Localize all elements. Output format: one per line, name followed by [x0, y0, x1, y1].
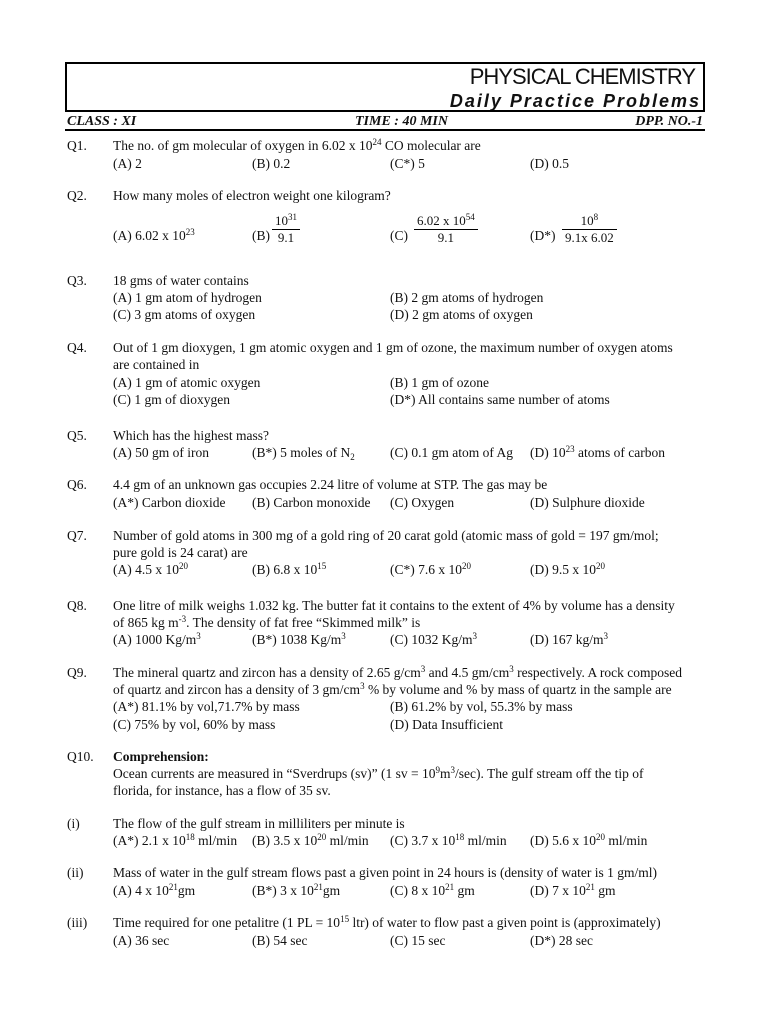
option-b: (B*) 3 x $10^{21}gm$: [252, 882, 341, 898]
option-a: (A) 1 gm atom of hydrogen: [113, 290, 262, 305]
option-a: (A) 1 gm of atomic oxygen: [113, 375, 261, 390]
passage-line-2: florida, for instance, has a flow of 35 sv.: [113, 783, 331, 798]
option-c: (C) 0.1 gm atom of Ag: [390, 445, 513, 460]
option-b-fraction: $\frac{10^{31}}{9.1}$: [272, 213, 300, 246]
option-c-fraction: $\frac{6.02 x 10^{54}}{9.1}$: [414, 213, 478, 246]
option-c: (C) 1 gm of dioxygen: [113, 392, 230, 407]
class-info-bar: [65, 110, 705, 131]
question-text: How many moles of electron weight one kilogram?: [113, 188, 391, 203]
option-a: (A) 1000 $Kg/m^3$: [113, 631, 201, 647]
question-number: Q4.: [67, 340, 87, 355]
question-text: Which has the highest mass?: [113, 428, 269, 443]
question-text-cont: of 865 kg $m^{-3}$. The density of fat free “Skimmed milk” is: [113, 614, 421, 630]
option-c: (C) 15 sec: [390, 933, 446, 948]
option-c: (C) 8 x $10^{21}$ gm: [390, 882, 475, 898]
option-c: (C) 1032 $Kg/m^3$: [390, 631, 477, 647]
question-text: 18 gms of water contains: [113, 273, 249, 288]
header-subtitle: Daily Practice Problems: [449, 91, 701, 111]
option-a: (A) 50 gm of iron: [113, 445, 209, 460]
option-b-label: (B): [252, 228, 270, 243]
option-b: (B) 2 gm atoms of hydrogen: [390, 290, 544, 305]
question-number: (iii): [67, 915, 88, 930]
class-label: CLASS : XI: [67, 114, 137, 129]
option-d-fraction: $\frac{10^8}{9.1x 6.02}$: [562, 213, 617, 246]
option-b: (B*) 1038 $Kg/m^3$: [252, 631, 346, 647]
question-text: The mineral quartz and zircon has a density of 2.65 $g/cm^3$ and 4.5 $gm/cm^3$ respectively. A rock composed: [113, 664, 682, 680]
option-d: (D) 2 gm atoms of oxygen: [390, 307, 533, 322]
option-a: (A) 4.5 x $10^{20}$: [113, 561, 188, 577]
option-a: (A) 36 sec: [113, 933, 170, 948]
option-b: (B) 1 gm of ozone: [390, 375, 489, 390]
question-text: 4.4 gm of an unknown gas occupies 2.24 litre of volume at STP. The gas may be: [113, 477, 548, 492]
question-number: Q9.: [67, 665, 87, 680]
time-label: TIME : 40 MIN: [355, 114, 448, 129]
option-b: (B) Carbon monoxide: [252, 495, 371, 510]
question-text-cont: pure gold is 24 carat) are: [113, 545, 248, 560]
option-d: (D) Data Insufficient: [390, 717, 503, 732]
option-a: (A) 2: [113, 156, 142, 171]
question-number: Q10.: [67, 749, 94, 764]
question-number: Q6.: [67, 477, 87, 492]
option-b: (B) 6.8 x $10^{15}$: [252, 561, 327, 577]
option-b: (B) 3.5 x $10^{20}$ ml/min: [252, 832, 369, 848]
question-number: Q8.: [67, 598, 87, 613]
option-c: (C*) 5: [390, 156, 425, 171]
option-d: (D) 7 x $10^{21}$ gm: [530, 882, 616, 898]
header-box: [65, 62, 705, 110]
option-c: (C) 3 gm atoms of oxygen: [113, 307, 256, 322]
question-text: The no. of gm molecular of oxygen in 6.02 x $10^{24}$ CO molecular are: [113, 137, 481, 153]
question-number: Q7.: [67, 528, 87, 543]
option-a: (A*) 2.1 x $10^{18}$ ml/min: [113, 832, 238, 848]
option-b: (B) 54 sec: [252, 933, 308, 948]
option-d-label: (D*): [530, 228, 556, 243]
question-text: Out of 1 gm dioxygen, 1 gm atomic oxygen and 1 gm of ozone, the maximum number of oxygen atoms: [113, 340, 673, 355]
option-d: (D) 0.5: [530, 156, 569, 171]
question-number: (i): [67, 816, 80, 831]
question-number: (ii): [67, 865, 84, 880]
option-d: (D) 5.6 x $10^{20}$ ml/min: [530, 832, 648, 848]
option-b: (B*) 5 moles of $N_2$: [252, 445, 355, 462]
option-d: (D*) All contains same number of atoms: [390, 392, 610, 407]
comprehension-heading: Comprehension:: [113, 749, 209, 764]
question-text: The flow of the gulf stream in milliliters per minute is: [113, 816, 405, 831]
option-a: (A) 6.02 x $10^{23}$: [113, 227, 195, 243]
option-a: (A) 4 x $10^{21}gm$: [113, 882, 196, 898]
question-text: Time required for one petalitre (1 PL = $10^{15}$ ltr) of water to flow past a given point is (approximately): [113, 914, 661, 930]
option-d: (D) 9.5 x $10^{20}$: [530, 561, 605, 577]
question-number: Q1.: [67, 138, 87, 153]
option-d: (D) 167 $kg/m^3$: [530, 631, 608, 647]
header-title: PHYSICAL CHEMISTRY: [469, 64, 695, 89]
option-d: (D) Sulphure dioxide: [530, 495, 645, 510]
question-text: One litre of milk weighs 1.032 kg. The butter fat it contains to the extent of 4% by volume has a density: [113, 598, 675, 613]
option-c: (C) 3.7 x $10^{18}$ ml/min: [390, 832, 507, 848]
option-b: (B) 61.2% by vol, 55.3% by mass: [390, 699, 573, 714]
question-text-cont: are contained in: [113, 357, 200, 372]
option-d: (D*) 28 sec: [530, 933, 593, 948]
dpp-label: DPP. NO.-1: [635, 114, 703, 129]
option-c-label: (C): [390, 228, 408, 243]
option-a: (A*) Carbon dioxide: [113, 495, 226, 510]
question-number: Q3.: [67, 273, 87, 288]
question-number: Q5.: [67, 428, 87, 443]
option-c: (C) 75% by vol, 60% by mass: [113, 717, 276, 732]
question-text: Number of gold atoms in 300 mg of a gold ring of 20 carat gold (atomic mass of gold = 197 gm/mol;: [113, 528, 659, 543]
option-a: (A*) 81.1% by vol,71.7% by mass: [113, 699, 300, 714]
question-text-cont: of quartz and zircon has a density of 3 $gm/cm^3$ % by volume and % by mass of quartz in the sample are: [113, 681, 672, 697]
option-c: (C) Oxygen: [390, 495, 455, 510]
passage-line-1: Ocean currents are measured in “Sverdrups (sv)” (1 sv = $10^9m^3/\sec$). The gulf stream off the tip of: [113, 765, 644, 781]
option-c: (C*) 7.6 x $10^{20}$: [390, 561, 471, 577]
option-b: (B) 0.2: [252, 156, 291, 171]
question-number: Q2.: [67, 188, 87, 203]
option-d: (D) $10^{23}$ atoms of carbon: [530, 444, 665, 460]
question-text: Mass of water in the gulf stream flows past a given point in 24 hours is (density of water is 1 gm/ml): [113, 865, 658, 880]
